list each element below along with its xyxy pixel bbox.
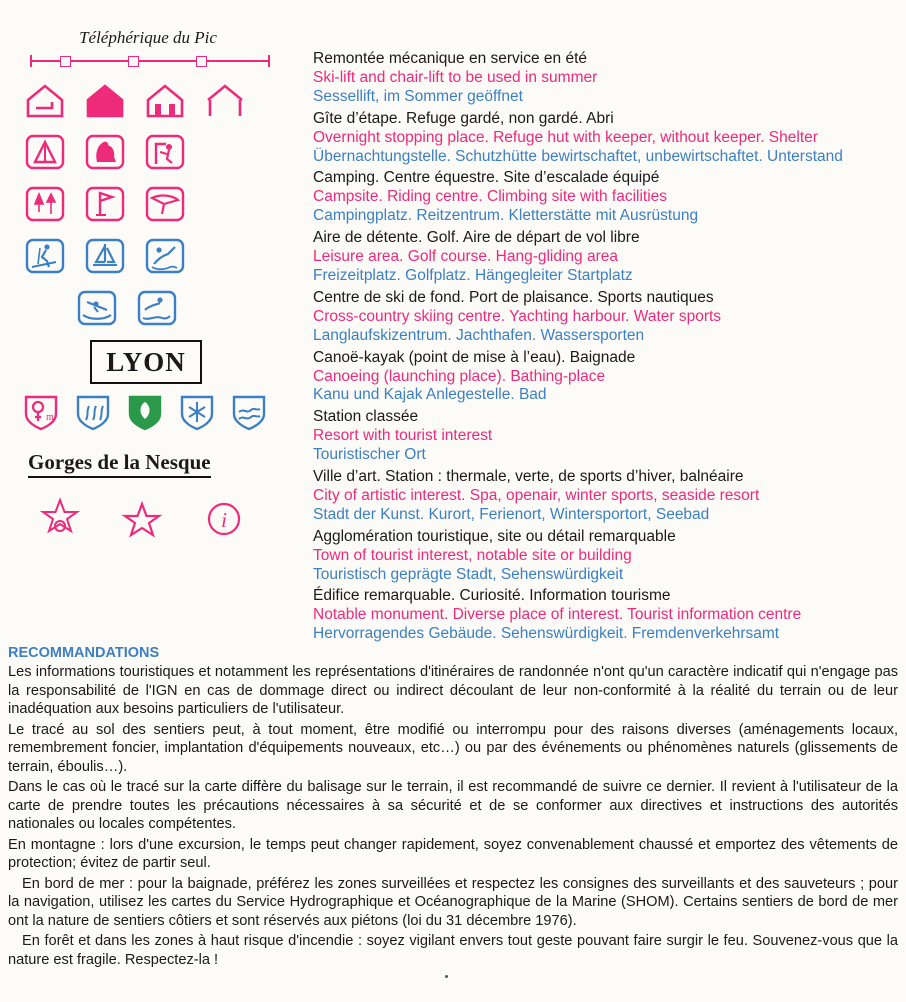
- gite-etape-icon: [22, 78, 68, 122]
- ski-lift-symbol: [30, 54, 270, 68]
- legend-text-fr: Camping. Centre équestre. Site d’escalade équipé: [313, 169, 660, 187]
- refuge-garde-icon: [82, 78, 128, 122]
- legend-text-en: Cross-country skiing centre. Yachting harbour. Water sports: [313, 307, 722, 325]
- symbol-row-monuments: [36, 494, 308, 547]
- legend-text-de: Touristischer Ort: [313, 446, 426, 464]
- legend-text-de: Sessellift, im Sommer geöffnet: [313, 87, 523, 105]
- recommendations-paragraph: En bord de mer : pour la baignade, préférez les zones surveillées et respectez les consignes des surveillants et des sauveteurs ; pour la navigation, utilisez les cartes du Service Hydrographique et Océanographique de la Marine (SHOM). Certains sentiers de bord de mer ont la nature de sentiers côtiers et sont réservés aux piétons (loi du 31 décembre 1976).: [8, 875, 898, 929]
- legend-text-de: Übernachtungstelle. Schutzhütte bewirtschaftet, unbewirtschaftet. Unterstand: [313, 147, 843, 165]
- golf-icon: [82, 182, 128, 226]
- symbol-row-leisure: [22, 182, 308, 226]
- symbol-row-shelters: [22, 78, 308, 122]
- aire-de-detente-icon: [22, 182, 68, 226]
- ville-art-shield-icon: [22, 392, 64, 436]
- recommendations-section: [8, 645, 898, 972]
- legend-text-en: Campsite. Riding centre. Climbing site with facilities: [313, 188, 668, 206]
- legend-entry: [313, 408, 899, 465]
- port-de-plaisance-icon: [82, 234, 128, 278]
- legend-text-de: Freizeitplatz. Golfplatz. Hängegleiter Startplatz: [313, 266, 633, 284]
- legend-text-fr: Station classée: [313, 408, 419, 426]
- cable-car-label: Téléphérique du Pic: [79, 28, 217, 47]
- symbol-row-camping: [22, 130, 308, 174]
- legend-text-fr: Agglomération touristique, site ou détail remarquable: [313, 527, 676, 545]
- legend-entry: [313, 50, 899, 107]
- legend-entry: [313, 110, 899, 167]
- escalade-icon: [142, 130, 188, 174]
- legend-entry: [313, 229, 899, 286]
- recommendations-paragraph: Dans le cas où le tracé sur la carte diffère du balisage sur le terrain, il est recommandé de suivre ce dernier. Il revient à l'utilisateur de la carte de prendre toutes les précautions nécessaires à sa sécurité et de se conformer aux directives et instructions des autorités nationales ou locales compétentes.: [8, 779, 898, 833]
- legend-text-de: Stadt der Kunst. Kurort, Ferienort, Wintersportort, Seebad: [313, 505, 710, 523]
- legend-text-fr: Ville d’art. Station : thermale, verte, de sports d’hiver, balnéaire: [313, 468, 744, 486]
- legend-text-en: Overnight stopping place. Refuge hut with keeper, without keeper. Shelter: [313, 128, 818, 146]
- camping-icon: [22, 130, 68, 174]
- legend-text-en: Notable monument. Diverse place of interest. Tourist information centre: [313, 606, 802, 624]
- symbol-row-canoe: [74, 286, 308, 330]
- canoe-kayak-icon: [74, 286, 120, 330]
- vol-libre-icon: [142, 182, 188, 226]
- legend-text-en: Canoeing (launching place). Bathing-place: [313, 367, 606, 385]
- legend-text-de: Kanu und Kajak Anlegestelle. Bad: [313, 386, 547, 404]
- legend-text-de: Touristisch geprägte Stadt, Sehenswürdigkeit: [313, 565, 624, 583]
- edifice-remarquable-icon: [36, 494, 84, 547]
- recommendations-paragraph: Le tracé au sol des sentiers peut, à tout moment, être modifié ou interrompu pour des raisons diverses (aménagements locaux, remembrement foncier, implantation d'équipements nouveaux, etc…) ou par des événements ou phénomènes naturels (glissements de terrain, éboulis…).: [8, 721, 898, 775]
- sports-hiver-shield-icon: [178, 392, 220, 436]
- symbol-row-winter-water: [22, 234, 308, 278]
- legend-text-en: Town of tourist interest, notable site or building: [313, 546, 632, 564]
- sports-nautiques-icon: [142, 234, 188, 278]
- legend-text-de: Campingplatz. Reitzentrum. Kletterstätte mit Ausrüstung: [313, 207, 699, 225]
- symbol-row-shields: [22, 392, 308, 436]
- baignade-icon: [134, 286, 180, 330]
- legend-entry: [313, 169, 899, 226]
- legend-text-en: Resort with tourist interest: [313, 427, 493, 445]
- legend-text-column: [313, 50, 899, 647]
- legend-entry: [313, 289, 899, 346]
- curiosite-icon: [118, 494, 166, 547]
- legend-text-fr: Gîte d’étape. Refuge gardé, non gardé. Abri: [313, 109, 614, 127]
- legend-text-fr: Canoë-kayak (point de mise à l’eau). Baignade: [313, 348, 636, 366]
- legend-text-de: Hervorragendes Gebäude. Sehenswürdigkeit. Fremdenverkehrsamt: [313, 625, 780, 643]
- legend-text-fr: Édifice remarquable. Curiosité. Information tourisme: [313, 587, 671, 605]
- agglomeration-touristique-label: Gorges de la Nesque: [28, 450, 211, 478]
- svg-text:i: i: [221, 508, 227, 532]
- station-thermale-shield-icon: [74, 392, 116, 436]
- recommendations-paragraph: Les informations touristiques et notamment les représentations d'itinéraires de randonnée n'ont qu'un caractère indicatif qui n'engage pas la responsabilité de l'IGN en cas de dommage direct ou indirect découlant de leur non-conformité à la réalité du terrain ou de leur inadéquation aux besoins particuliers de l'utilisateur.: [8, 664, 898, 718]
- legend-text-de: Langlaufskizentrum. Jachthafen. Wassersporten: [313, 326, 645, 344]
- centre-equestre-icon: [82, 130, 128, 174]
- recommendations-paragraph: En forêt et dans les zones à haut risque d'incendie : soyez vigilant envers tout geste pouvant faire surgir le feu. Souvenez-vous que la nature est fragile. Respectez-la !: [8, 933, 898, 968]
- legend-text-en: Ski-lift and chair-lift to be used in summer: [313, 68, 598, 86]
- refuge-non-garde-icon: [142, 78, 188, 122]
- recommendations-title: RECOMMANDATIONS: [8, 645, 160, 661]
- ski-de-fond-icon: [22, 234, 68, 278]
- legend-text-fr: Remontée mécanique en service en été: [313, 50, 587, 67]
- station-balneaire-shield-icon: [230, 392, 272, 436]
- svg-text:m: m: [46, 412, 54, 423]
- station-classee-symbol: [90, 340, 202, 384]
- legend-text-en: Leisure area. Golf course. Hang-gliding area: [313, 248, 619, 266]
- legend-entry: [313, 528, 899, 585]
- city-label: LYON: [106, 346, 186, 377]
- symbol-column: [8, 28, 308, 547]
- legend-text-fr: Aire de détente. Golf. Aire de départ de vol libre: [313, 229, 640, 247]
- legend-text-en: City of artistic interest. Spa, openair, winter sports, seaside resort: [313, 486, 760, 504]
- station-verte-shield-icon: [126, 392, 168, 436]
- legend-entry: [313, 587, 899, 644]
- legend-entry: [313, 349, 899, 406]
- legend-text-fr: Centre de ski de fond. Port de plaisance. Sports nautiques: [313, 288, 714, 306]
- legend-entry: [313, 468, 899, 525]
- abri-icon: [202, 78, 248, 122]
- information-tourisme-icon: [200, 494, 248, 547]
- page-mark: [445, 975, 448, 978]
- recommendations-paragraph: En montagne : lors d'une excursion, le temps peut changer rapidement, soyez convenablement chaussé et emportez des vêtements de protection; évitez de partir seul.: [8, 836, 898, 872]
